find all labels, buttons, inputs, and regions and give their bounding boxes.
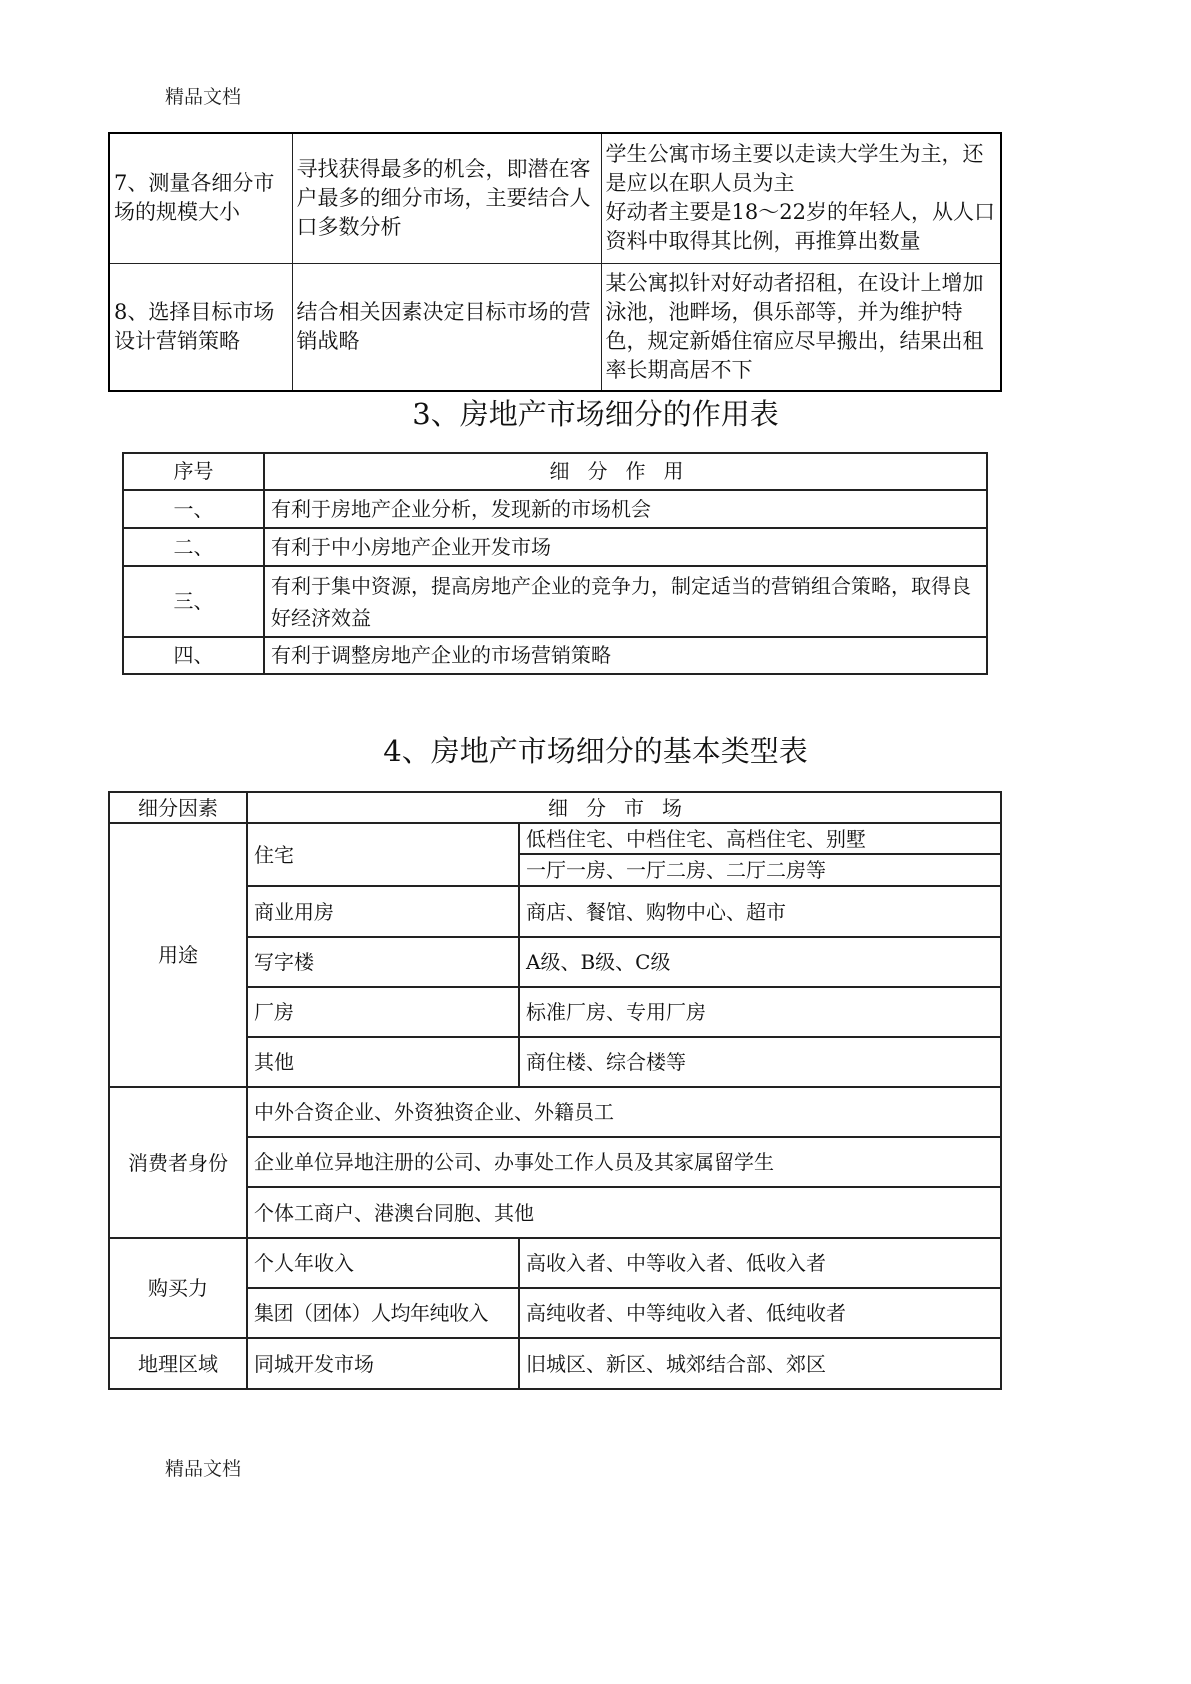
usage-value: 标准厂房、专用厂房 xyxy=(519,987,1001,1037)
geo-label: 同城开发市场 xyxy=(247,1338,519,1389)
table-row xyxy=(109,133,1001,263)
table-row xyxy=(109,1338,1001,1389)
table-header-row xyxy=(123,453,987,490)
step-method: 结合相关因素决定目标市场的营销战略 xyxy=(292,263,601,391)
row-role: 有利于集中资源，提高房地产企业的竞争力，制定适当的营销组合策略，取得良好经济效益 xyxy=(264,566,987,637)
purchasing-label: 集团（团体）人均年纯收入 xyxy=(247,1288,519,1338)
row-no: 三、 xyxy=(123,566,264,637)
header-no: 序号 xyxy=(123,453,264,490)
usage-value: 商店、餐馆、购物中心、超市 xyxy=(519,886,1001,937)
factor-identity: 消费者身份 xyxy=(109,1087,247,1238)
table-row xyxy=(109,263,1001,391)
header-watermark: 精品文档 xyxy=(165,86,242,108)
purchasing-label: 个人年收入 xyxy=(247,1238,519,1288)
factor-purchasing: 购买力 xyxy=(109,1238,247,1338)
row-role: 有利于中小房地产企业开发市场 xyxy=(264,528,987,566)
factor-geo: 地理区域 xyxy=(109,1338,247,1389)
header-market: 细分市场 xyxy=(247,792,1001,823)
identity-item: 个体工商户、港澳台同胞、其他 xyxy=(247,1187,1001,1238)
row-no: 一、 xyxy=(123,490,264,528)
usage-label: 厂房 xyxy=(247,987,519,1037)
step-label: 8、选择目标市场设计营销策略 xyxy=(109,263,292,391)
usage-label: 写字楼 xyxy=(247,937,519,987)
header-factor: 细分因素 xyxy=(109,792,247,823)
usage-label: 其他 xyxy=(247,1037,519,1087)
example-line: 学生公寓市场主要以走读大学生为主，还是应以在职人员为主 xyxy=(605,142,984,196)
identity-item: 中外合资企业、外资独资企业、外籍员工 xyxy=(247,1087,1001,1137)
header-role: 细分作用 xyxy=(264,453,987,490)
usage-value: 商住楼、综合楼等 xyxy=(519,1037,1001,1087)
section4-title: 4、房地产市场细分的基本类型表 xyxy=(383,734,808,768)
footer-watermark: 精品文档 xyxy=(165,1458,242,1480)
table-row xyxy=(109,1238,1001,1288)
purchasing-value: 高纯收者、中等纯收入者、低纯收者 xyxy=(519,1288,1001,1338)
table-row xyxy=(123,528,987,566)
step-method: 寻找获得最多的机会，即潜在客户最多的细分市场，主要结合人口多数分析 xyxy=(292,133,601,263)
row-no: 二、 xyxy=(123,528,264,566)
step-label: 7、测量各细分市场的规模大小 xyxy=(109,133,292,263)
usage-value: A级、B级、C级 xyxy=(519,937,1001,987)
factor-usage: 用途 xyxy=(109,823,247,1087)
table-row xyxy=(123,637,987,674)
geo-value: 旧城区、新区、城郊结合部、郊区 xyxy=(519,1338,1001,1389)
roles-table xyxy=(122,452,988,675)
table-row xyxy=(109,823,1001,854)
purchasing-value: 高收入者、中等收入者、低收入者 xyxy=(519,1238,1001,1288)
steps-table xyxy=(108,132,1002,392)
usage-label: 商业用房 xyxy=(247,886,519,937)
row-no: 四、 xyxy=(123,637,264,674)
step-example xyxy=(601,263,1001,391)
types-table xyxy=(108,791,1002,1390)
example-line: 某公寓拟针对好动者招租，在设计上增加泳池，池畔场，俱乐部等，并为维护特色，规定新婚住宿应尽早搬出，结果出租率长期高居不下 xyxy=(605,270,984,382)
usage-residential-item: 低档住宅、中档住宅、高档住宅、别墅 xyxy=(519,823,1001,854)
identity-item: 企业单位异地注册的公司、办事处工作人员及其家属留学生 xyxy=(247,1137,1001,1187)
table-row xyxy=(123,566,987,637)
table-row xyxy=(123,490,987,528)
row-role: 有利于调整房地产企业的市场营销策略 xyxy=(264,637,987,674)
step-example xyxy=(601,133,1001,263)
example-line: 好动者主要是18～22岁的年轻人，从人口资料中取得其比例，再推算出数量 xyxy=(605,200,995,254)
table-header-row xyxy=(109,792,1001,823)
usage-residential: 住宅 xyxy=(247,823,519,886)
row-role: 有利于房地产企业分析，发现新的市场机会 xyxy=(264,490,987,528)
table-row xyxy=(109,1087,1001,1137)
usage-residential-item: 一厅一房、一厅二房、二厅二房等 xyxy=(519,854,1001,886)
section3-title: 3、房地产市场细分的作用表 xyxy=(412,397,779,431)
